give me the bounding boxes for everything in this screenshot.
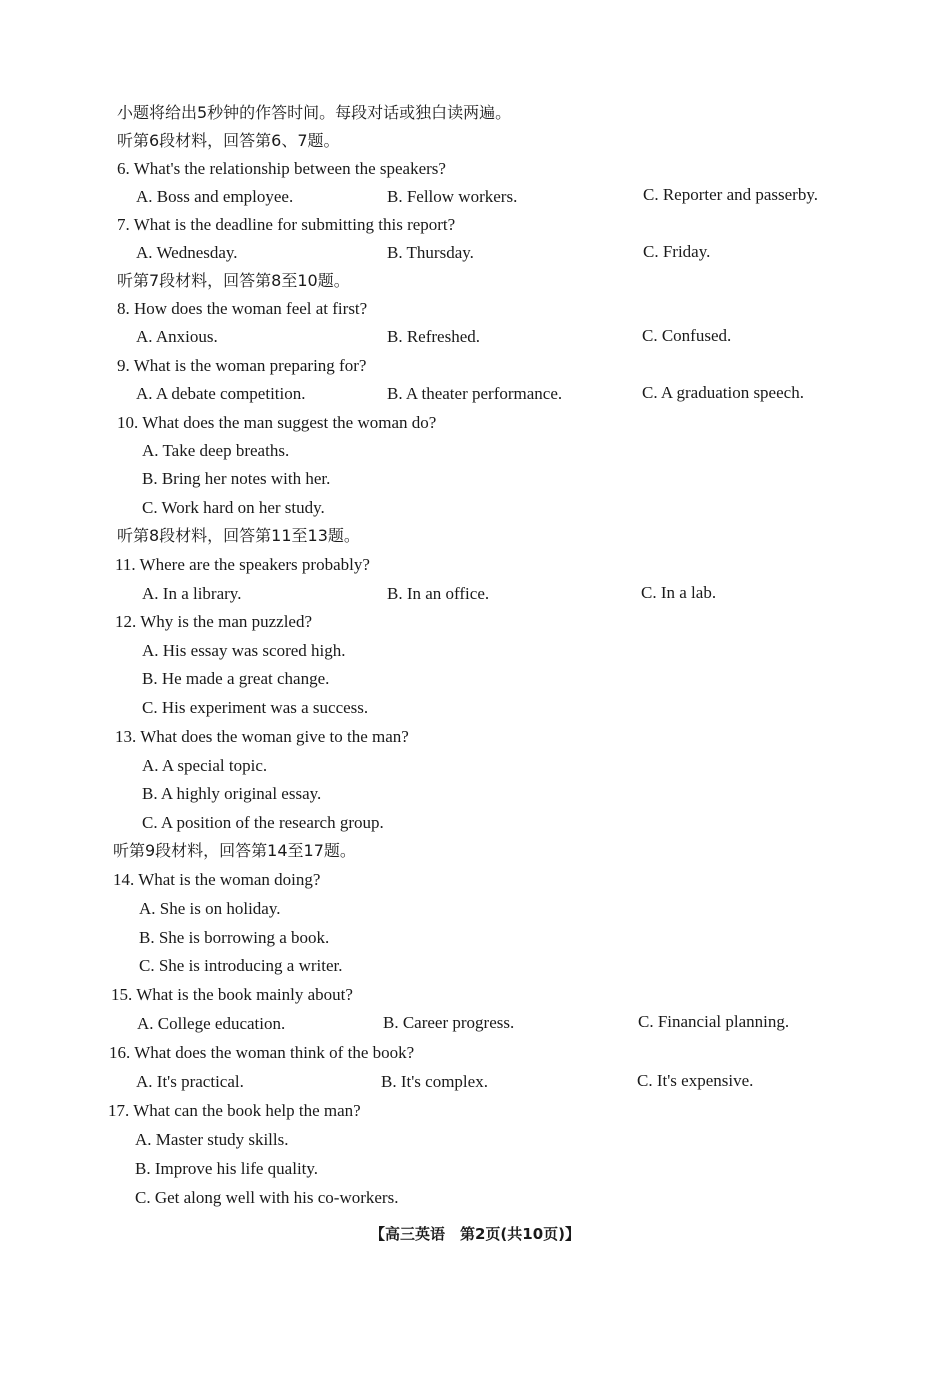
- option-13a: A. A special topic.: [142, 756, 268, 775]
- option-16a: A. It's practical.: [136, 1072, 244, 1091]
- option-11a: A. In a library.: [142, 584, 242, 603]
- section-heading-7: 听第7段材料，回答第8至10题。: [117, 271, 350, 290]
- question-9: 9. What is the woman preparing for?: [117, 356, 367, 375]
- option-10b: B. Bring her notes with her.: [142, 469, 331, 488]
- option-9c: C. A graduation speech.: [642, 383, 804, 402]
- option-8c: C. Confused.: [642, 326, 732, 345]
- option-13b: B. A highly original essay.: [142, 784, 322, 803]
- question-8: 8. How does the woman feel at first?: [117, 299, 368, 318]
- option-11b: B. In an office.: [387, 584, 490, 603]
- option-10c: C. Work hard on her study.: [142, 498, 325, 517]
- option-8b: B. Refreshed.: [387, 327, 481, 346]
- option-13c: C. A position of the research group.: [142, 813, 384, 832]
- question-11: 11. Where are the speakers probably?: [115, 555, 370, 574]
- option-15c: C. Financial planning.: [638, 1012, 790, 1031]
- option-16c: C. It's expensive.: [637, 1071, 754, 1090]
- section-heading-6: 听第6段材料，回答第6、7题。: [117, 131, 340, 150]
- option-10a: A. Take deep breaths.: [142, 441, 290, 460]
- option-6c: C. Reporter and passerby.: [643, 185, 818, 204]
- option-12a: A. His essay was scored high.: [142, 641, 346, 660]
- question-7: 7. What is the deadline for submitting this report?: [117, 215, 456, 234]
- option-11c: C. In a lab.: [641, 583, 717, 602]
- option-17b: B. Improve his life quality.: [135, 1159, 319, 1178]
- question-6: 6. What's the relationship between the speakers?: [117, 159, 446, 178]
- option-14b: B. She is borrowing a book.: [139, 928, 330, 947]
- option-16b: B. It's complex.: [381, 1072, 488, 1091]
- section-heading-9: 听第9段材料，回答第14至17题。: [113, 841, 356, 860]
- option-12b: B. He made a great change.: [142, 669, 330, 688]
- option-8a: A. Anxious.: [136, 327, 218, 346]
- question-10: 10. What does the man suggest the woman do?: [117, 413, 437, 432]
- option-15a: A. College education.: [137, 1014, 286, 1033]
- option-9b: B. A theater performance.: [387, 384, 563, 403]
- option-7c: C. Friday.: [643, 242, 711, 261]
- option-7a: A. Wednesday.: [136, 243, 238, 262]
- option-17c: C. Get along well with his co-workers.: [135, 1188, 399, 1207]
- option-14a: A. She is on holiday.: [139, 899, 281, 918]
- question-14: 14. What is the woman doing?: [113, 870, 321, 889]
- option-14c: C. She is introducing a writer.: [139, 956, 343, 975]
- question-16: 16. What does the woman think of the book?: [109, 1043, 415, 1062]
- question-15: 15. What is the book mainly about?: [111, 985, 353, 1004]
- option-17a: A. Master study skills.: [135, 1130, 289, 1149]
- option-15b: B. Career progress.: [383, 1013, 515, 1032]
- option-6a: A. Boss and employee.: [136, 187, 294, 206]
- question-13: 13. What does the woman give to the man?: [115, 727, 409, 746]
- option-7b: B. Thursday.: [387, 243, 474, 262]
- section-heading-8: 听第8段材料，回答第11至13题。: [117, 526, 360, 545]
- instruction-text: 小题将给出5秒钟的作答时间。每段对话或独白读两遍。: [117, 103, 512, 122]
- page-footer: 【高三英语 第2页(共10页)】: [369, 1225, 581, 1243]
- question-17: 17. What can the book help the man?: [108, 1101, 361, 1120]
- question-12: 12. Why is the man puzzled?: [115, 612, 313, 631]
- option-9a: A. A debate competition.: [136, 384, 306, 403]
- option-12c: C. His experiment was a success.: [142, 698, 369, 717]
- option-6b: B. Fellow workers.: [387, 187, 518, 206]
